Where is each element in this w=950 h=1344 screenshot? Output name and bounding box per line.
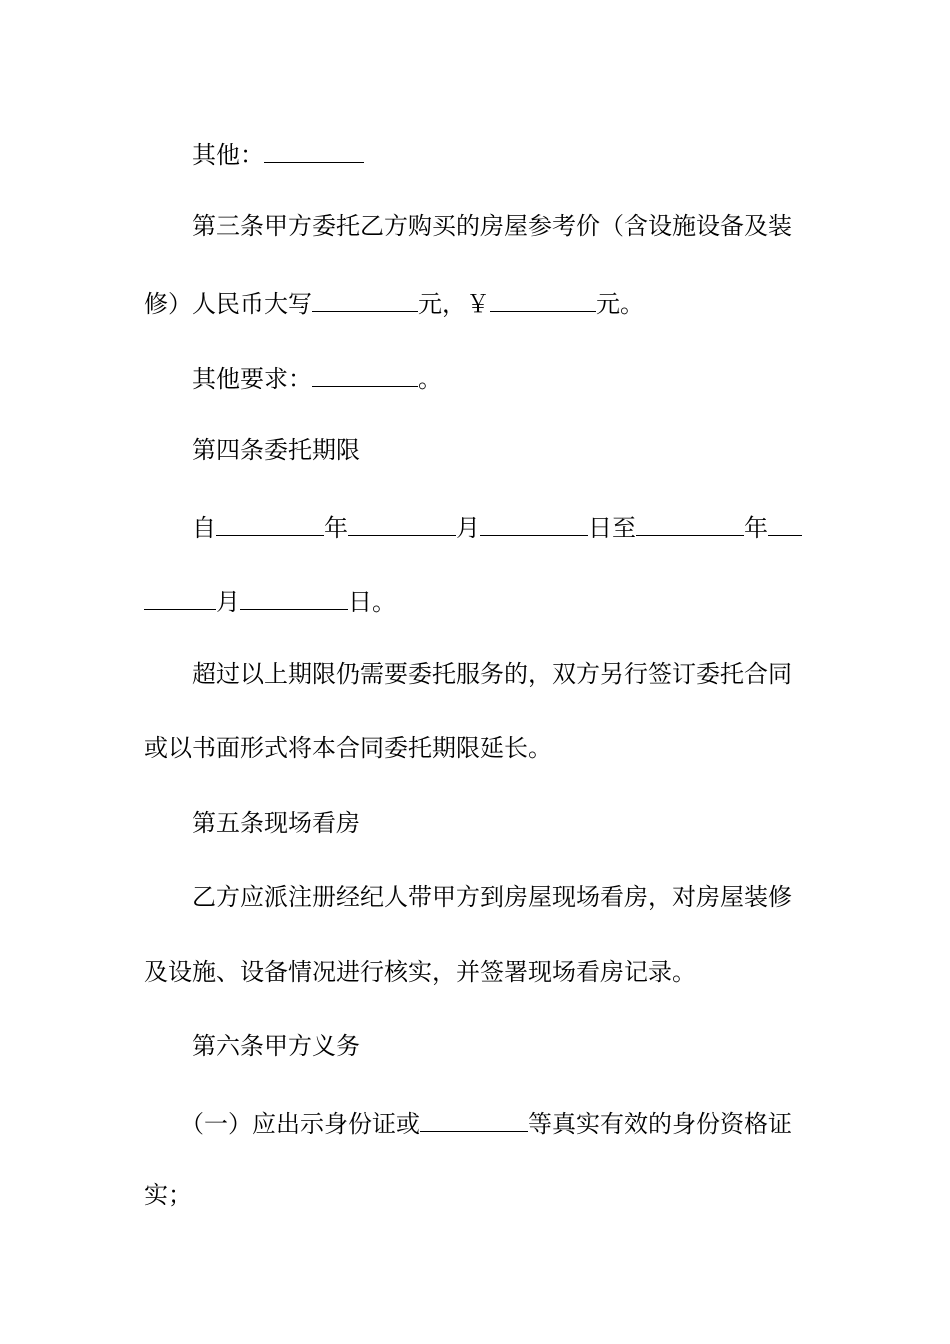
- end-year-blank: [636, 513, 744, 536]
- other-label: 其他：: [192, 141, 264, 169]
- day-to-label: 日至: [588, 514, 636, 542]
- obligation-1-text-a: （一）应出示身份证或: [180, 1110, 420, 1138]
- article-3-line-1: [192, 214, 862, 242]
- viewing-text-2: 及设施、设备情况进行核实，并签署现场看房记录。: [144, 958, 696, 986]
- end-month-blank-end: [144, 587, 216, 610]
- other-requirements-line: [192, 364, 862, 392]
- viewing-line-1: [192, 885, 862, 913]
- viewing-line-2: [144, 960, 814, 988]
- yuan-symbol-label: 元，￥: [418, 290, 490, 318]
- extension-text-2: 或以书面形式将本合同委托期限延长。: [144, 734, 552, 762]
- other-requirements-label: 其他要求：: [192, 365, 312, 393]
- term-line-2: [144, 587, 814, 615]
- end-month-blank-start: [768, 513, 802, 536]
- other-blank: [264, 140, 364, 163]
- article-4-title: 第四条委托期限: [192, 436, 360, 464]
- start-month-blank: [348, 513, 456, 536]
- article-4-heading: [192, 438, 862, 466]
- price-words-blank: [312, 289, 418, 312]
- article-6-heading: [192, 1034, 862, 1062]
- end-year-label: 年: [744, 514, 768, 542]
- obligation-1-line-2: [144, 1183, 814, 1211]
- price-label: 修）人民币大写: [144, 290, 312, 318]
- period-mark: 。: [418, 365, 442, 393]
- start-day-blank: [480, 513, 588, 536]
- other-requirements-blank: [312, 364, 418, 387]
- extension-text-1: 超过以上期限仍需要委托服务的，双方另行签订委托合同: [192, 660, 792, 688]
- year-label: 年: [324, 514, 348, 542]
- obligation-1-text-c: 实；: [144, 1181, 192, 1209]
- obligation-1-line-1: [180, 1109, 850, 1137]
- article-5-title: 第五条现场看房: [192, 809, 360, 837]
- end-month-label: 月: [216, 588, 240, 616]
- start-year-blank: [216, 513, 324, 536]
- end-day-label: 日。: [348, 588, 396, 616]
- obligation-1-text-b: 等真实有效的身份资格证: [528, 1110, 792, 1138]
- article-3-text-1: 第三条甲方委托乙方购买的房屋参考价（含设施设备及装: [192, 212, 792, 240]
- article-3-line-2: [144, 289, 814, 317]
- month-label: 月: [456, 514, 480, 542]
- other-line: [192, 140, 862, 168]
- price-number-blank: [490, 289, 596, 312]
- term-line-1: [192, 513, 862, 541]
- from-label: 自: [192, 514, 216, 542]
- end-day-blank: [240, 587, 348, 610]
- article-6-title: 第六条甲方义务: [192, 1032, 360, 1060]
- yuan-end-label: 元。: [596, 290, 644, 318]
- viewing-text-1: 乙方应派注册经纪人带甲方到房屋现场看房，对房屋装修: [192, 883, 792, 911]
- article-5-heading: [192, 811, 862, 839]
- extension-line-1: [192, 662, 862, 690]
- id-document-blank: [420, 1109, 528, 1132]
- extension-line-2: [144, 736, 814, 764]
